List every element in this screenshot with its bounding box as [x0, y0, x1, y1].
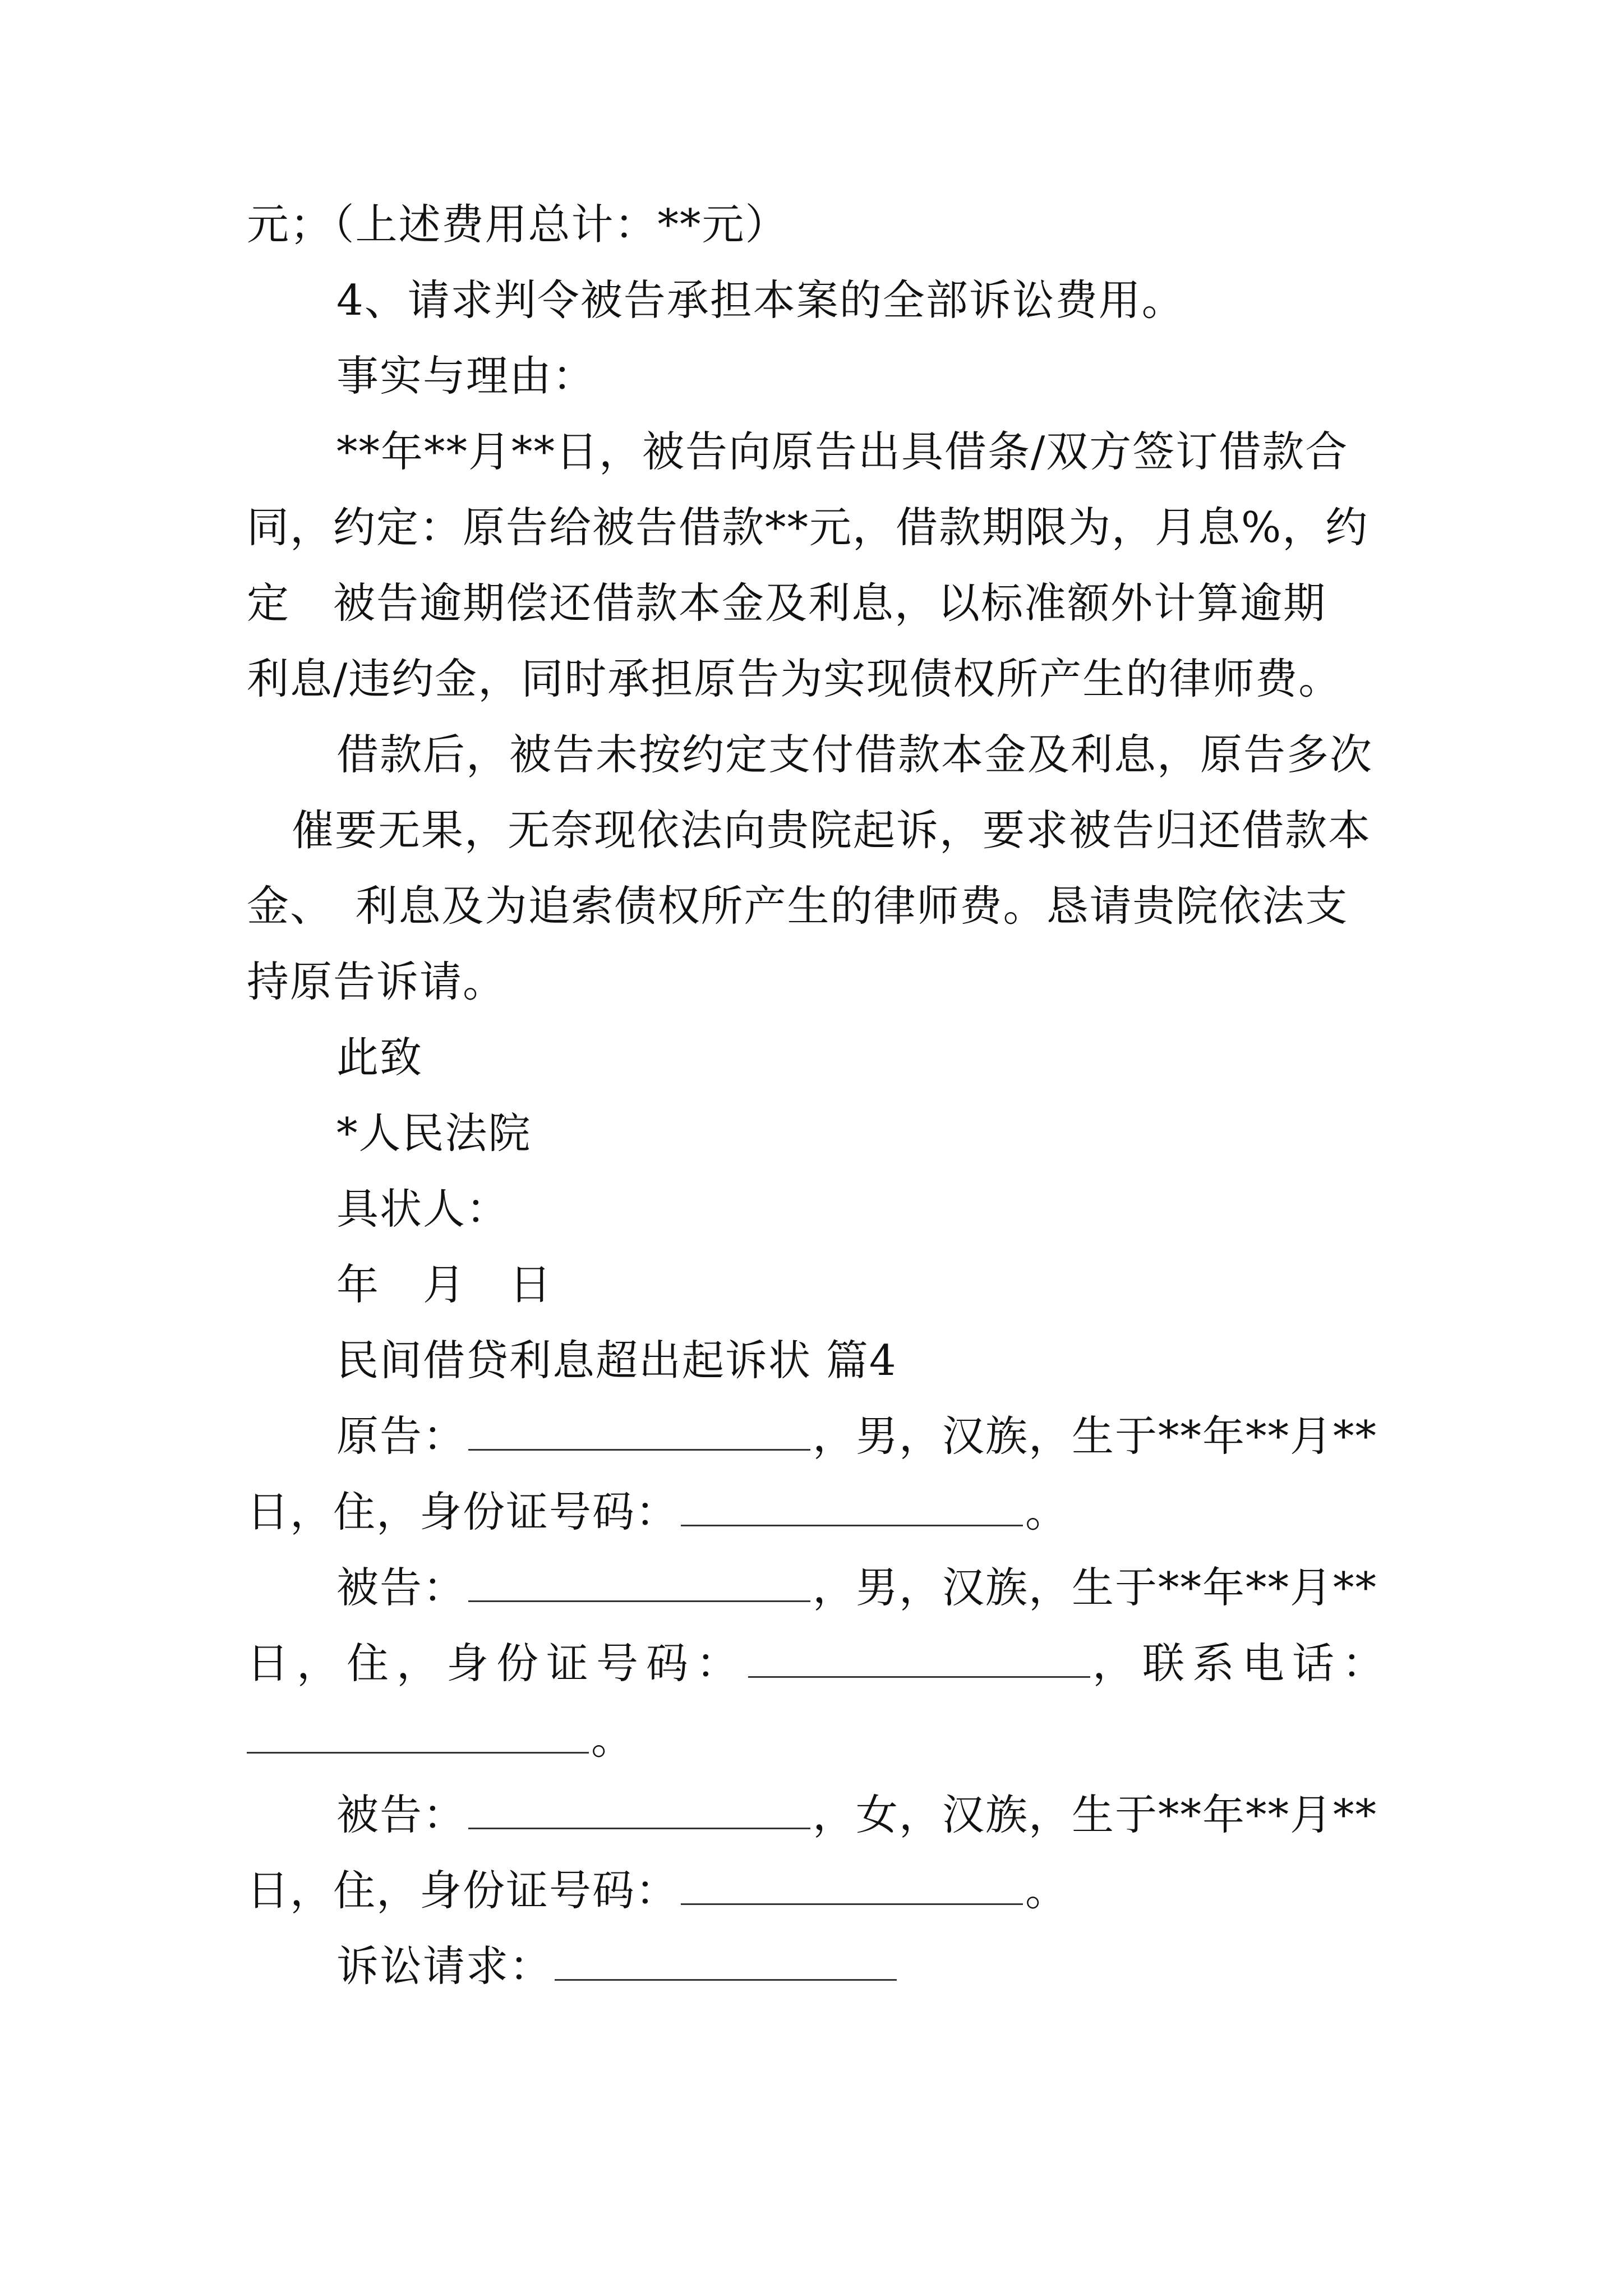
- defendant2-info: ，女，汉族，生于**年**月**: [813, 1790, 1378, 1839]
- defendant1-phone-line: [247, 1711, 634, 1767]
- text-line: 金、 利息及为追索债权所产生的律师费。恳请贵院依法支: [247, 881, 1349, 931]
- text-line: 定 被告逾期偿还借款本金及利息，以标准额外计算逾期: [247, 578, 1327, 628]
- text-line: 借款后，被告未按约定支付借款本金及利息，原告多次: [336, 730, 1373, 779]
- defendant2-label: 被告：: [336, 1790, 467, 1839]
- claims-line: [336, 1938, 899, 1994]
- defendant1-info: ，男，汉族，生于**年**月**: [813, 1563, 1378, 1612]
- claims-blank[interactable]: [555, 1940, 897, 1981]
- text-line: **年**月**日，被告向原告出具借条/双方签订借款合: [336, 427, 1349, 476]
- text-line: 利息/违约金，同时承担原告为实现债权所产生的律师费。: [247, 654, 1342, 703]
- plaintiff-id-blank[interactable]: [681, 1485, 1023, 1526]
- plaintiff-line: [336, 1408, 1377, 1464]
- defendant1-phone-blank[interactable]: [247, 1713, 589, 1754]
- defendant1-phone-end: 。: [591, 1714, 635, 1764]
- text-line: 年 月 日: [336, 1260, 553, 1309]
- plaintiff-label: 原告：: [336, 1411, 467, 1461]
- defendant2-id-end: 。: [1025, 1866, 1069, 1915]
- defendant2-id-blank[interactable]: [681, 1864, 1023, 1905]
- plaintiff-id-line: [247, 1484, 1068, 1540]
- defendant2-id-label: 日，住，身份证号码：: [247, 1866, 679, 1915]
- text-line: 持原告诉请。: [247, 957, 506, 1006]
- plaintiff-name-blank[interactable]: [468, 1410, 810, 1451]
- defendant1-phone-label: ，联系电话：: [1092, 1639, 1393, 1688]
- defendant1-name-blank[interactable]: [468, 1561, 810, 1602]
- text-line: *人民法院: [336, 1108, 532, 1158]
- defendant1-id-label: 日，住，身份证号码：: [247, 1639, 746, 1688]
- text-line: 同，约定：原告给被告借款**元，借款期限为，月息%，约: [247, 503, 1369, 552]
- defendant2-line: [336, 1787, 1377, 1843]
- text-line: 4、请求判令被告承担本案的全部诉讼费用。: [336, 275, 1185, 325]
- section-heading: 民间借贷利息超出起诉状 篇4: [336, 1336, 897, 1385]
- defendant1-line: [336, 1559, 1377, 1616]
- text-line: 催要无果，无奈现依法向贵院起诉，要求被告归还借款本: [292, 806, 1372, 855]
- defendant2-name-blank[interactable]: [468, 1788, 810, 1829]
- text-line: 元；（上述费用总计：**元）: [247, 200, 789, 249]
- defendant1-label: 被告：: [336, 1563, 467, 1612]
- claims-label: 诉讼请求：: [336, 1941, 553, 1991]
- text-line: 具状人：: [336, 1184, 510, 1234]
- defendant1-id-blank[interactable]: [748, 1637, 1090, 1678]
- plaintiff-id-label: 日，住，身份证号码：: [247, 1487, 679, 1536]
- plaintiff-id-end: 。: [1025, 1487, 1069, 1536]
- plaintiff-info: ，男，汉族，生于**年**月**: [813, 1411, 1378, 1461]
- defendant2-id-line: [247, 1862, 1068, 1918]
- text-line: 此致: [336, 1033, 423, 1082]
- text-line: 事实与理由：: [336, 351, 596, 401]
- defendant1-id-line: [247, 1635, 1392, 1691]
